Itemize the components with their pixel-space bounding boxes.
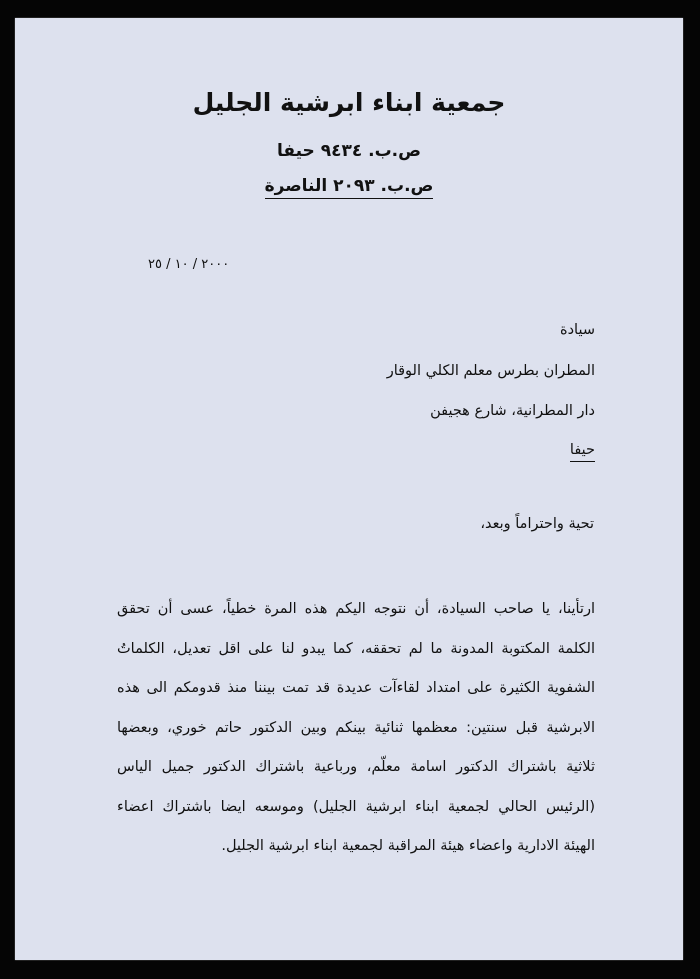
body-line: الهيئة الادارية واعضاء هيئة المراقبة لجمعية ابناء ابرشية الجليل. [221, 838, 595, 854]
body-line: (الرئيس الحالي لجمعية ابناء ابرشية الجليل) وموسعه ايضا باشتراك اعضاء [117, 798, 595, 815]
greeting: تحية واحتراماً وبعد، [480, 516, 594, 532]
letter-body [117, 590, 595, 867]
body-line: الشفوية الكثيرة على امتداد لقاءآت عديدة قد تمت بيننا منذ قدومكم الى هذه [117, 680, 595, 696]
letter-page [15, 18, 683, 960]
organization-name: جمعية ابناء ابرشية الجليل [192, 88, 506, 117]
recipient-city-text: حيفا [570, 442, 595, 462]
recipient-salutation: سيادة [560, 322, 595, 338]
recipient-city [570, 442, 595, 458]
po-box-nazareth-text: ص.ب. ٢٠٩٣ الناصرة [265, 176, 434, 199]
recipient-name: المطران بطرس معلم الكلي الوقار [386, 363, 595, 379]
body-line: الابرشية قبل سنتين: معظمها ثنائية بينكم وبين الدكتور حاتم خوري، وبعضها [117, 719, 595, 736]
body-line: الكلمة المكتوبة المدونة ما لم تحققه، كما يبدو لنا على اقل تعديل، الكلماتُ [117, 640, 595, 657]
po-box-haifa: ص.ب. ٩٤٣٤ حيفا [276, 141, 422, 161]
body-line: ارتأينا، يا صاحب السيادة، أن نتوجه اليكم هذه المرة خطياً، عسى أن تحقق [117, 601, 595, 617]
recipient-address: دار المطرانية، شارع هجيفن [430, 403, 595, 419]
letter-date: ٢٠٠٠ / ١٠ / ٢٥ [148, 257, 230, 272]
po-box-nazareth [15, 176, 683, 196]
body-line: ثلاثية باشتراك الدكتور اسامة معلّم، ورباعية باشتراك الدكتور جميل الياس [117, 759, 595, 775]
